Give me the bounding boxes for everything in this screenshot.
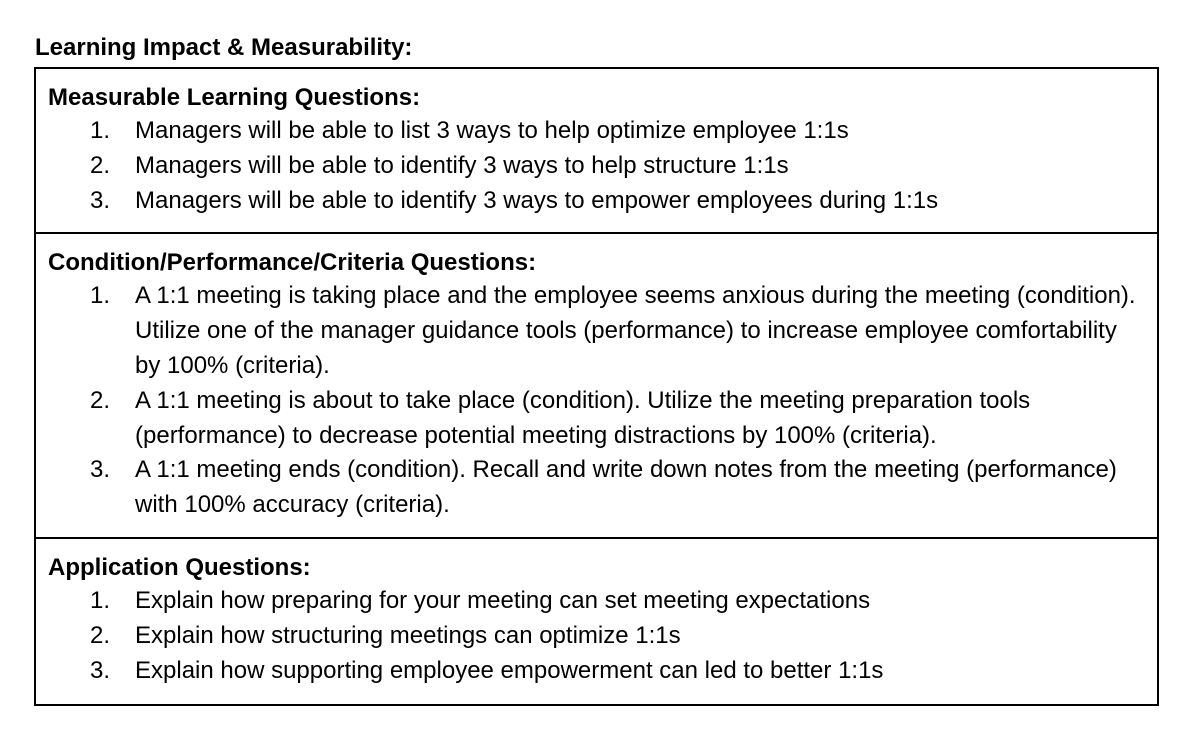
question-list (48, 114, 1145, 218)
item-number: 1. (90, 282, 111, 310)
item-text: Managers will be able to identify 3 ways to help structure 1:1s (135, 151, 789, 179)
item-number: 1. (90, 117, 111, 144)
item-text: Explain how supporting employee empowerment can led to better 1:1s (135, 656, 884, 684)
list-item (48, 149, 1145, 184)
list-item (48, 279, 1145, 383)
page-title: Learning Impact & Measurability: (35, 34, 413, 61)
item-text: Explain how structuring meetings can optimize 1:1s (135, 621, 681, 649)
list-item (48, 453, 1145, 523)
section-condition-performance-criteria (36, 234, 1157, 539)
item-text: Managers will be able to identify 3 ways to empower employees during 1:1s (135, 186, 939, 214)
item-text: A 1:1 meeting is taking place and the employee seems anxious during the meeting (condition). Utilize one of the manager guidance tools (performance) to increase employee comfortability by 100% (criteria). (135, 282, 1136, 379)
questions-table (34, 67, 1159, 706)
list-item (48, 184, 1145, 219)
item-text: Explain how preparing for your meeting can set meeting expectations (135, 586, 871, 614)
section-heading: Application Questions: (48, 553, 311, 581)
list-item (48, 654, 1145, 689)
section-measurable-learning (36, 69, 1157, 234)
question-list (48, 584, 1145, 688)
item-number: 2. (90, 386, 111, 414)
list-item (48, 584, 1145, 619)
item-number: 2. (90, 151, 111, 179)
section-heading: Condition/Performance/Criteria Questions: (48, 249, 537, 277)
item-text: A 1:1 meeting is about to take place (condition). Utilize the meeting preparation tools (performance) to decrease potential meeting distractions by 100% (criteria). (135, 386, 1031, 449)
section-application (36, 539, 1157, 704)
list-item (48, 384, 1145, 454)
question-list (48, 279, 1145, 523)
item-text: A 1:1 meeting ends (condition). Recall and write down notes from the meeting (performance) with 100% accuracy (criteria). (135, 456, 1117, 519)
item-number: 3. (90, 186, 111, 214)
item-number: 3. (90, 456, 111, 484)
section-heading: Measurable Learning Questions: (48, 84, 421, 111)
item-number: 3. (90, 656, 111, 684)
item-number: 1. (90, 586, 111, 614)
item-text: Managers will be able to list 3 ways to help optimize employee 1:1s (135, 117, 849, 144)
item-number: 2. (90, 621, 111, 649)
list-item (48, 114, 1145, 149)
list-item (48, 619, 1145, 654)
